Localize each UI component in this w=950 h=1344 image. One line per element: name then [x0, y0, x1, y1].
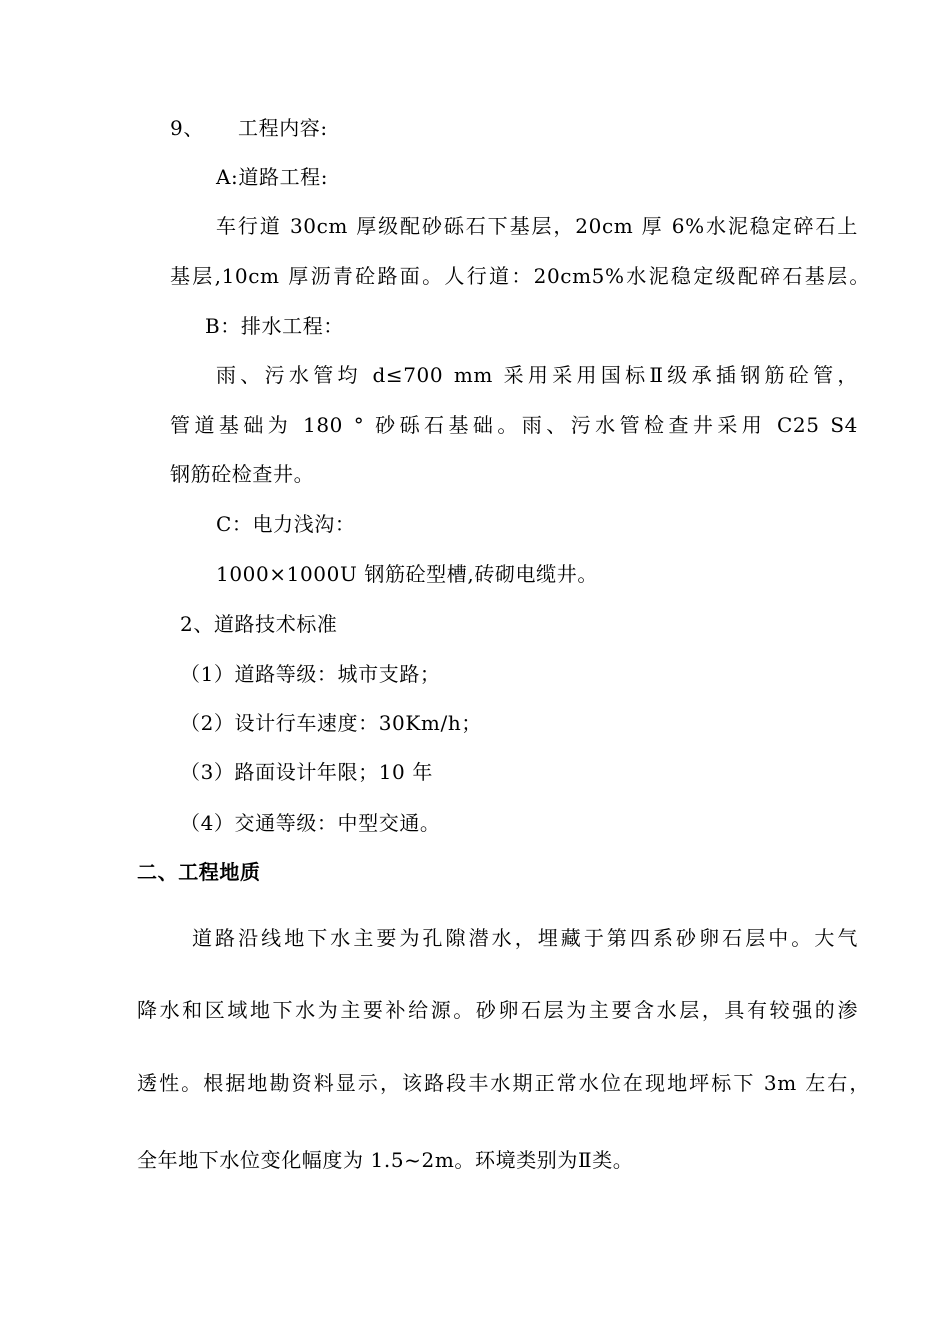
geology-heading: 二、工程地质 — [137, 860, 261, 884]
geology-paragraph-line-4: 全年地下水位变化幅度为 1.5~2m。环境类别为Ⅱ类。 — [137, 1148, 634, 1172]
geology-paragraph-line-3: 透性。根据地勘资料显示，该路段丰水期正常水位在现地坪标下 3m 左右， — [137, 1071, 870, 1095]
technical-standards-title: 2、道路技术标准 — [180, 612, 338, 636]
drainage-text-line-1: 雨、污水管均 d≤700 mm 采用采用国标Ⅱ级承插钢筋砼管， — [216, 363, 858, 387]
drainage-text-line-3: 钢筋砼检查井。 — [170, 462, 315, 486]
standard-item-design-life: （3）路面设计年限；10 年 — [180, 760, 433, 784]
drainage-text-line-2: 管道基础为 180 ° 砂砾石基础。雨、污水管检查井采用 C25 S4 — [170, 413, 858, 437]
standard-item-design-speed: （2）设计行车速度：30Km/h； — [180, 711, 482, 735]
section-title: 工程内容: — [238, 116, 328, 140]
road-engineering-text-line-2: 基层,10cm 厚沥青砼路面。人行道：20cm5%水泥稳定级配碎石基层。 — [170, 264, 870, 288]
drainage-engineering-label: B：排水工程： — [205, 314, 344, 338]
road-engineering-label: A:道路工程: — [216, 165, 329, 189]
road-engineering-text-line-1: 车行道 30cm 厚级配砂砾石下基层，20cm 厚 6%水泥稳定碎石上 — [216, 214, 858, 238]
section-number: 9、 — [170, 116, 204, 140]
geology-paragraph-line-2: 降水和区域地下水为主要补给源。砂卵石层为主要含水层，具有较强的渗 — [137, 998, 858, 1022]
geology-paragraph-line-1: 道路沿线地下水主要为孔隙潜水，埋藏于第四系砂卵石层中。大气 — [192, 926, 858, 950]
standard-item-traffic-grade: （4）交通等级：中型交通。 — [180, 811, 441, 835]
power-trench-label: C：电力浅沟： — [216, 512, 356, 536]
standard-item-road-grade: （1）道路等级：城市支路； — [180, 662, 441, 686]
power-trench-text: 1000×1000U 钢筋砼型槽,砖砌电缆井。 — [216, 562, 598, 586]
